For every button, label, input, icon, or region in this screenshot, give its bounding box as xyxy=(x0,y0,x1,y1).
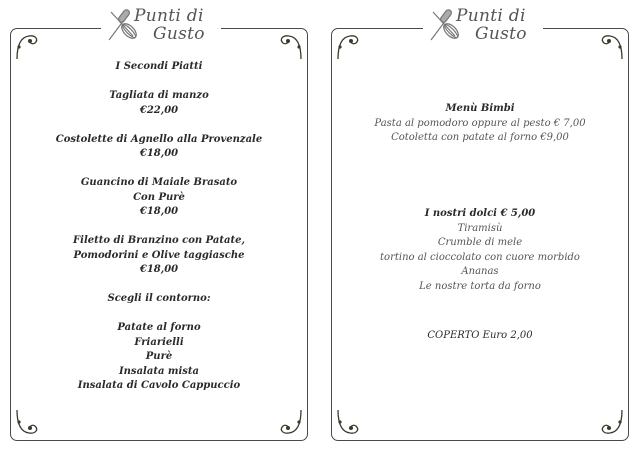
dish-name: Guancino di Maiale Brasato xyxy=(80,177,238,188)
dish-name: Tagliata di manzo xyxy=(109,90,209,101)
brand-line-2: Gusto xyxy=(153,24,205,44)
brand-line-1: Punti di xyxy=(456,6,526,26)
corner-ornament-top-right xyxy=(596,33,624,61)
contorno-item: Patate al forno xyxy=(117,322,201,333)
dessert-item: Crumble di mele xyxy=(437,237,523,248)
dessert-item: Le nostre torta da forno xyxy=(419,280,541,292)
contorni-heading: Scegli il contorno: xyxy=(107,293,211,304)
kids-menu xyxy=(332,102,628,146)
contorno-item: Friarielli xyxy=(134,336,184,348)
kids-heading: Menù Bimbi xyxy=(445,103,515,114)
dish-name-continued: Con Purè xyxy=(133,191,185,203)
dessert-item: tortino al cioccolato con cuore morbido xyxy=(380,251,580,263)
dish-name: Filetto di Branzino con Patate, xyxy=(73,235,245,246)
dessert-item: Ananas xyxy=(461,266,499,277)
kids-item: Cotoletta con patate al forno €9,00 xyxy=(391,132,569,143)
coperto-text: COPERTO Euro 2,00 xyxy=(427,330,533,341)
brand-logo-right xyxy=(423,2,543,46)
corner-ornament-bottom-left xyxy=(336,408,364,436)
menu-page-left xyxy=(10,28,308,441)
corner-ornament-bottom-left xyxy=(15,408,43,436)
dish-price: €18,00 xyxy=(139,206,179,217)
dish-name: Costolette di Agnello alla Provenzale xyxy=(55,133,263,145)
brand-line-1: Punti di xyxy=(134,6,204,26)
menu-heading: I Secondi Piatti xyxy=(115,61,203,72)
dish-name-continued: Pomodorini e Olive taggiasche xyxy=(73,249,245,261)
dish-price: €22,00 xyxy=(139,104,179,116)
menu-page-right xyxy=(331,28,629,441)
dish-price: €18,00 xyxy=(139,264,179,275)
desserts-heading: I nostri dolci € 5,00 xyxy=(424,208,536,219)
corner-ornament-bottom-right xyxy=(275,408,303,436)
contorno-item: Insalata mista xyxy=(118,365,200,377)
corner-ornament-top-right xyxy=(275,33,303,61)
corner-ornament-bottom-right xyxy=(596,408,624,436)
brand-logo-left xyxy=(101,2,221,46)
contorno-item: Insalata di Cavolo Cappuccio xyxy=(77,380,241,391)
desserts-menu xyxy=(332,207,628,294)
secondi-menu xyxy=(11,60,307,394)
corner-ornament-top-left xyxy=(15,33,43,61)
corner-ornament-top-left xyxy=(336,33,364,61)
brand-line-2: Gusto xyxy=(475,24,527,44)
kids-item: Pasta al pomodoro oppure al pesto € 7,00 xyxy=(374,117,586,129)
contorno-item: Purè xyxy=(145,351,173,362)
dish-price: €18,00 xyxy=(139,148,179,159)
coperto-section xyxy=(332,329,628,344)
dessert-item: Tiramisù xyxy=(457,222,503,234)
